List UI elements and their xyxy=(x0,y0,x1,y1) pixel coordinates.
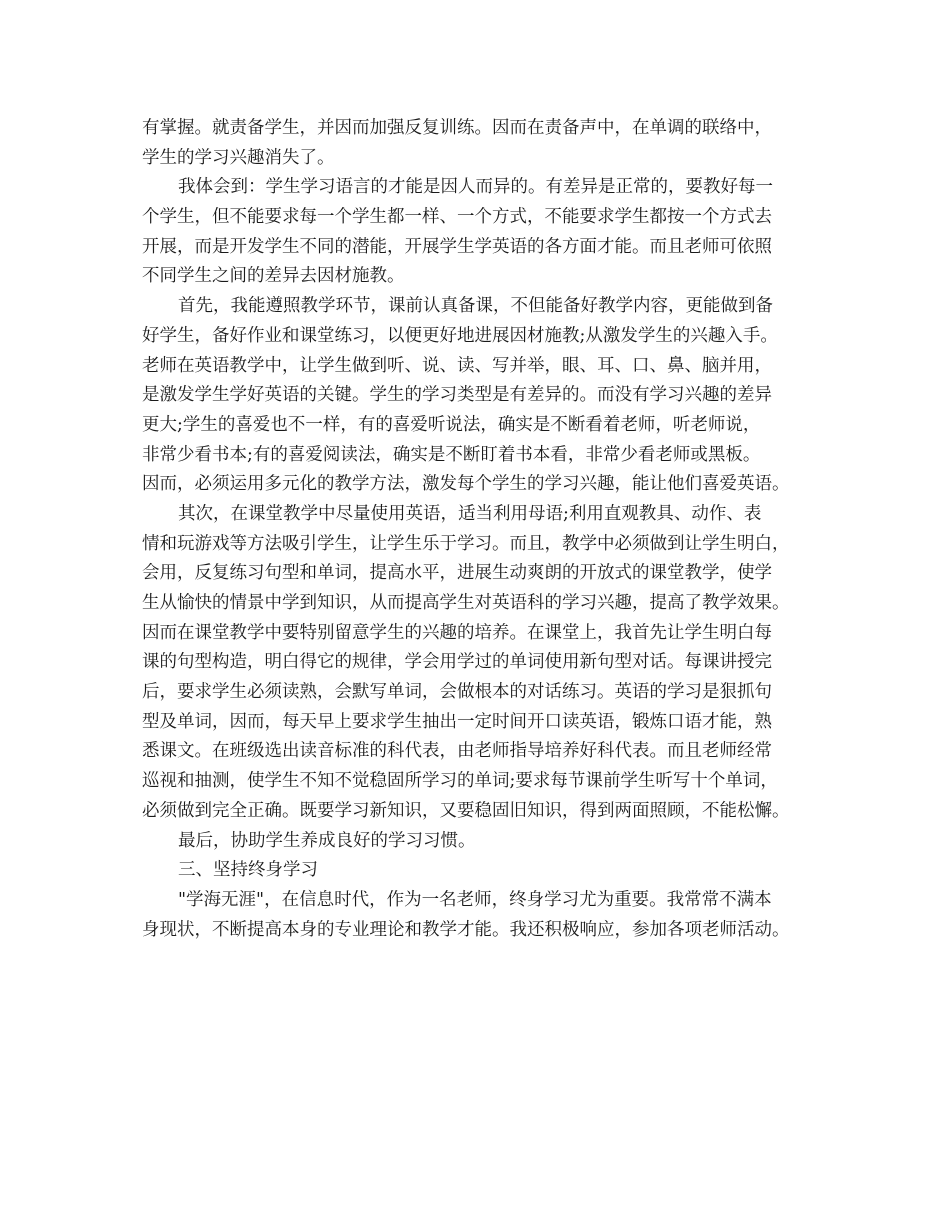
text-line: 最后，协助学生养成良好的学习习惯。 xyxy=(178,830,476,851)
text-line: 会用，反复练习句型和单词，提高水平，进展生动爽朗的开放式的课堂教学，使学 xyxy=(142,563,772,584)
text-line: 非常少看书本;有的喜爱阅读法，确实是不断盯着书本看，非常少看老师或黑板。 xyxy=(142,444,761,465)
text-line: "学海无涯"，在信息时代，作为一名老师，终身学习尤为重要。我常常不满本 xyxy=(178,889,772,910)
text-line: 更大;学生的喜爱也不一样，有的喜爱听说法，确实是不断看着老师，听老师说， xyxy=(142,414,761,435)
text-line: 悉课文。在班级选出读音标准的科代表，由老师指导培养好科代表。而且老师经常 xyxy=(142,741,772,762)
text-line: 因而，必须运用多元化的教学方法，激发每个学生的学习兴趣，能让他们喜爱英语。 xyxy=(142,474,790,495)
text-line: 老师在英语教学中，让学生做到听、说、读、写并举，眼、耳、口、鼻、脑并用， xyxy=(142,355,772,376)
document-body xyxy=(142,114,832,945)
text-line: 个学生，但不能要求每一个学生都一样、一个方式，不能要求学生都按一个方式去 xyxy=(142,207,772,228)
text-line: 有掌握。就责备学生，并因而加强反复训练。因而在责备声中，在单调的联络中， xyxy=(142,118,772,138)
text-line: 不同学生之间的差异去因材施教。 xyxy=(142,266,405,287)
text-line: 后，要求学生必须读熟，会默写单词，会做根本的对话练习。英语的学习是狠抓句 xyxy=(142,682,772,703)
text-line: 好学生，备好作业和课堂练习，以便更好地进展因材施教;从激发学生的兴趣入手。 xyxy=(142,325,778,346)
text-line: 我体会到：学生学习语言的才能是因人而异的。有差异是正常的，要教好每一 xyxy=(178,177,773,198)
text-line: 其次，在课堂教学中尽量使用英语，适当利用母语;利用直观教具、动作、表 xyxy=(178,503,762,524)
text-line: 生从愉快的情景中学到知识，从而提高学生对英语科的学习兴趣，提高了教学效果。 xyxy=(142,593,790,613)
text-line: 巡视和抽测，使学生不知不觉稳固所学习的单词;要求每节课前学生听写十个单词， xyxy=(142,771,778,792)
text-line: 型及单词，因而，每天早上要求学生抽出一定时间开口读英语，锻炼口语才能，熟 xyxy=(142,711,772,732)
text-line: 是激发学生学好英语的关键。学生的学习类型是有差异的。而没有学习兴趣的差异 xyxy=(142,385,772,406)
text-line: 必须做到完全正确。既要学习新知识，又要稳固旧知识，得到两面照顾，不能松懈。 xyxy=(142,800,790,821)
text-line: 首先，我能遵照教学环节，课前认真备课，不但能备好教学内容，更能做到备 xyxy=(178,296,773,317)
text-line: 开展，而是开发学生不同的潜能，开展学生学英语的各方面才能。而且老师可依照 xyxy=(142,236,772,257)
text-line: 学生的学习兴趣消失了。 xyxy=(142,147,335,168)
text-line: 情和玩游戏等方法吸引学生，让学生乐于学习。而且，教学中必须做到让学生明白， xyxy=(142,533,790,554)
text-line: 课的句型构造，明白得它的规律，学会用学过的单词使用新句型对话。每课讲授完 xyxy=(142,652,772,673)
text-line: 因而在课堂教学中要特别留意学生的兴趣的培养。在课堂上，我首先让学生明白每 xyxy=(142,622,772,643)
text-line: 身现状，不断提高本身的专业理论和教学才能。我还积极响应，参加各项老师活动。 xyxy=(142,919,790,940)
text-line: 三、坚持终身学习 xyxy=(178,860,318,881)
